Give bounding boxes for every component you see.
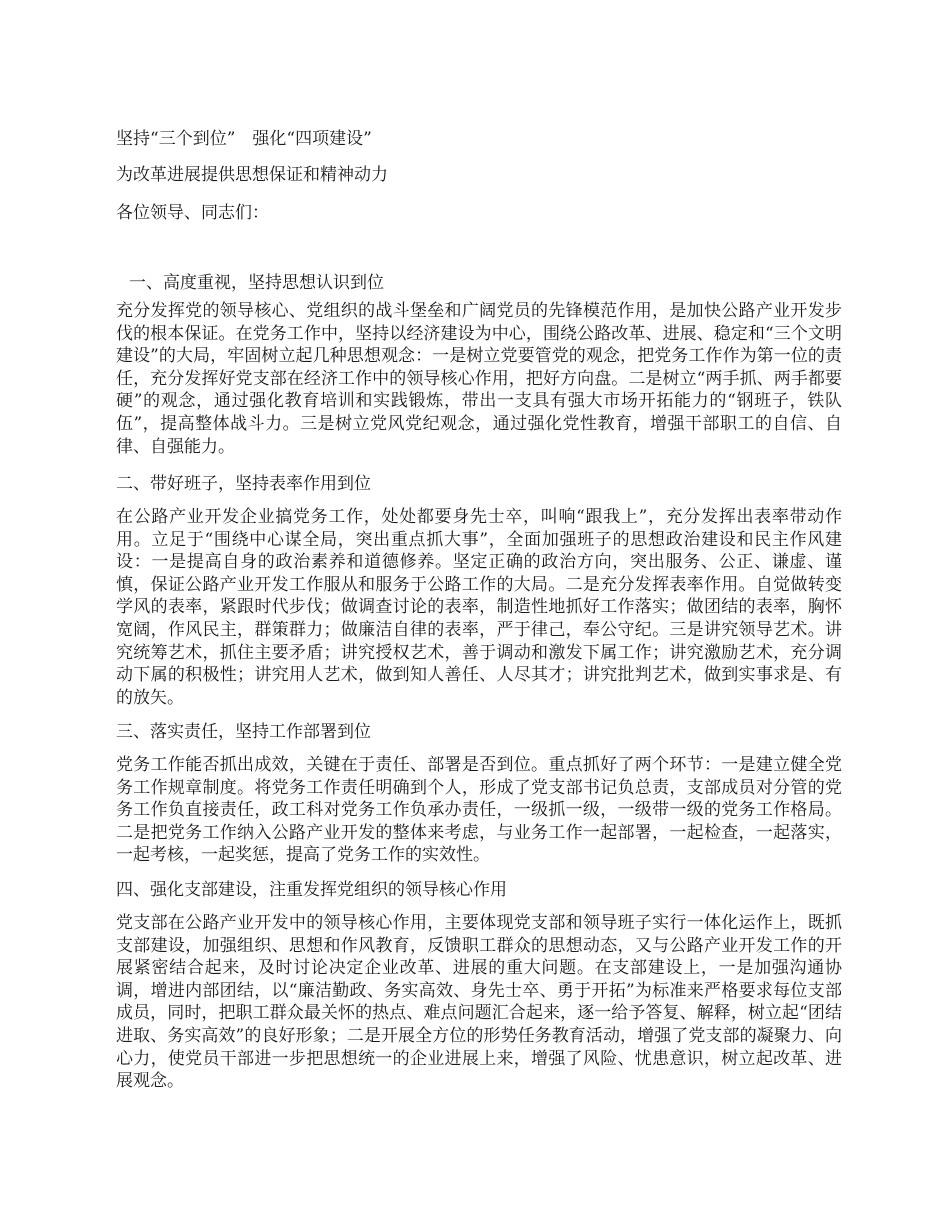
section-1-body [116, 300, 842, 458]
section-3-heading: 三、落实责任，坚持工作部署到位 [116, 722, 371, 742]
section-2-body [116, 506, 842, 709]
section-4-heading: 四、强化支部建设，注重发挥党组织的领导核心作用 [116, 880, 507, 900]
section-2-paragraph: 在公路产业开发企业搞党务工作，处处都要身先士卒，叫响“跟我上”，充分发挥出表率带动作用。立足于“围绕中心谋全局，突出重点抓大事”，全面加强班子的思想政治建设和民主作风建设：一是提高自身的政治素养和道德修养。坚定正确的政治方向，突出服务、公正、谦虚、谨慎，保证公路产业开发工作服从和服务于公路工作的大局。二是充分发挥表率作用。自觉做转变学风的表率，紧跟时代步伐；做调查讨论的表率，制造性地抓好工作落实；做团结的表率，胸怀宽阔，作风民主，群策群力；做廉洁自律的表率，严于律己，奉公守纪。三是讲究领导艺术。讲究统筹艺术，抓住主要矛盾；讲究授权艺术，善于调动和激发下属工作；讲究激励艺术，充分调动下属的积极性；讲究用人艺术，做到知人善任、人尽其才；讲究批判艺术，做到实事求是、有的放矢。 [116, 507, 842, 708]
section-4-paragraph: 党支部在公路产业开发中的领导核心作用，主要体现党支部和领导班子实行一体化运作上，既抓支部建设，加强组织、思想和作风教育，反馈职工群众的思想动态，又与公路产业开发工作的开展紧密结合起来，及时讨论决定企业改革、进展的重大问题。在支部建设上，一是加强沟通协调，增进内部团结，以“廉洁勤政、务实高效、身先士卒、勇于开拓”为标准来严格要求每位支部成员，同时，把职工群众最关怀的热点、难点问题汇合起来，逐一给予答复、解释，树立起“团结进取、务实高效”的良好形象；二是开展全方位的形势任务教育活动，增强了党支部的凝聚力、向心力，使党员干部进一步把思想统一的企业进展上来，增强了风险、忧患意识，树立起改革、进展观念。 [116, 913, 842, 1092]
salutation: 各位领导、同志们： [116, 203, 269, 223]
section-1-heading: 一、高度重视，坚持思想认识到位 [129, 273, 384, 293]
section-2 [116, 472, 842, 496]
section-2-heading: 二、带好班子，坚持表率作用到位 [116, 474, 371, 494]
section-1-paragraph: 充分发挥党的领导核心、党组织的战斗堡垒和广阔党员的先锋模范作用，是加快公路产业开发步伐的根本保证。在党务工作中，坚持以经济建设为中心，围绕公路改革、进展、稳定和“三个文明建设”的大局，牢固树立起几种思想观念：一是树立党要管党的观念，把党务工作作为第一位的责任，充分发挥好党支部在经济工作中的领导核心作用，把好方向盘。二是树立“两手抓、两手都要硬”的观念，通过强化教育培训和实践锻炼，带出一支具有强大市场开拓能力的“钢班子，铁队伍”，提高整体战斗力。三是树立党风党纪观念，通过强化党性教育，增强干部职工的自信、自律、自强能力。 [116, 301, 842, 457]
document-title: 坚持“三个到位” 强化“四项建设” [116, 129, 372, 149]
section-3-body [116, 754, 842, 867]
document-subtitle: 为改革进展提供思想保证和精神动力 [116, 165, 388, 185]
section-4 [116, 878, 842, 902]
section-4-body [116, 912, 842, 1093]
section-3 [116, 720, 842, 744]
section-3-paragraph: 党务工作能否抓出成效，关键在于责任、部署是否到位。重点抓好了两个环节：一是建立健全党务工作规章制度。将党务工作责任明确到个人，形成了党支部书记负总责，支部成员对分管的党务工作负直接责任，政工科对党务工作负承办责任，一级抓一级，一级带一级的党务工作格局。二是把党务工作纳入公路产业开发的整体来考虑，与业务工作一起部署，一起检查，一起落实，一起考核，一起奖惩，提高了党务工作的实效性。 [116, 755, 842, 866]
